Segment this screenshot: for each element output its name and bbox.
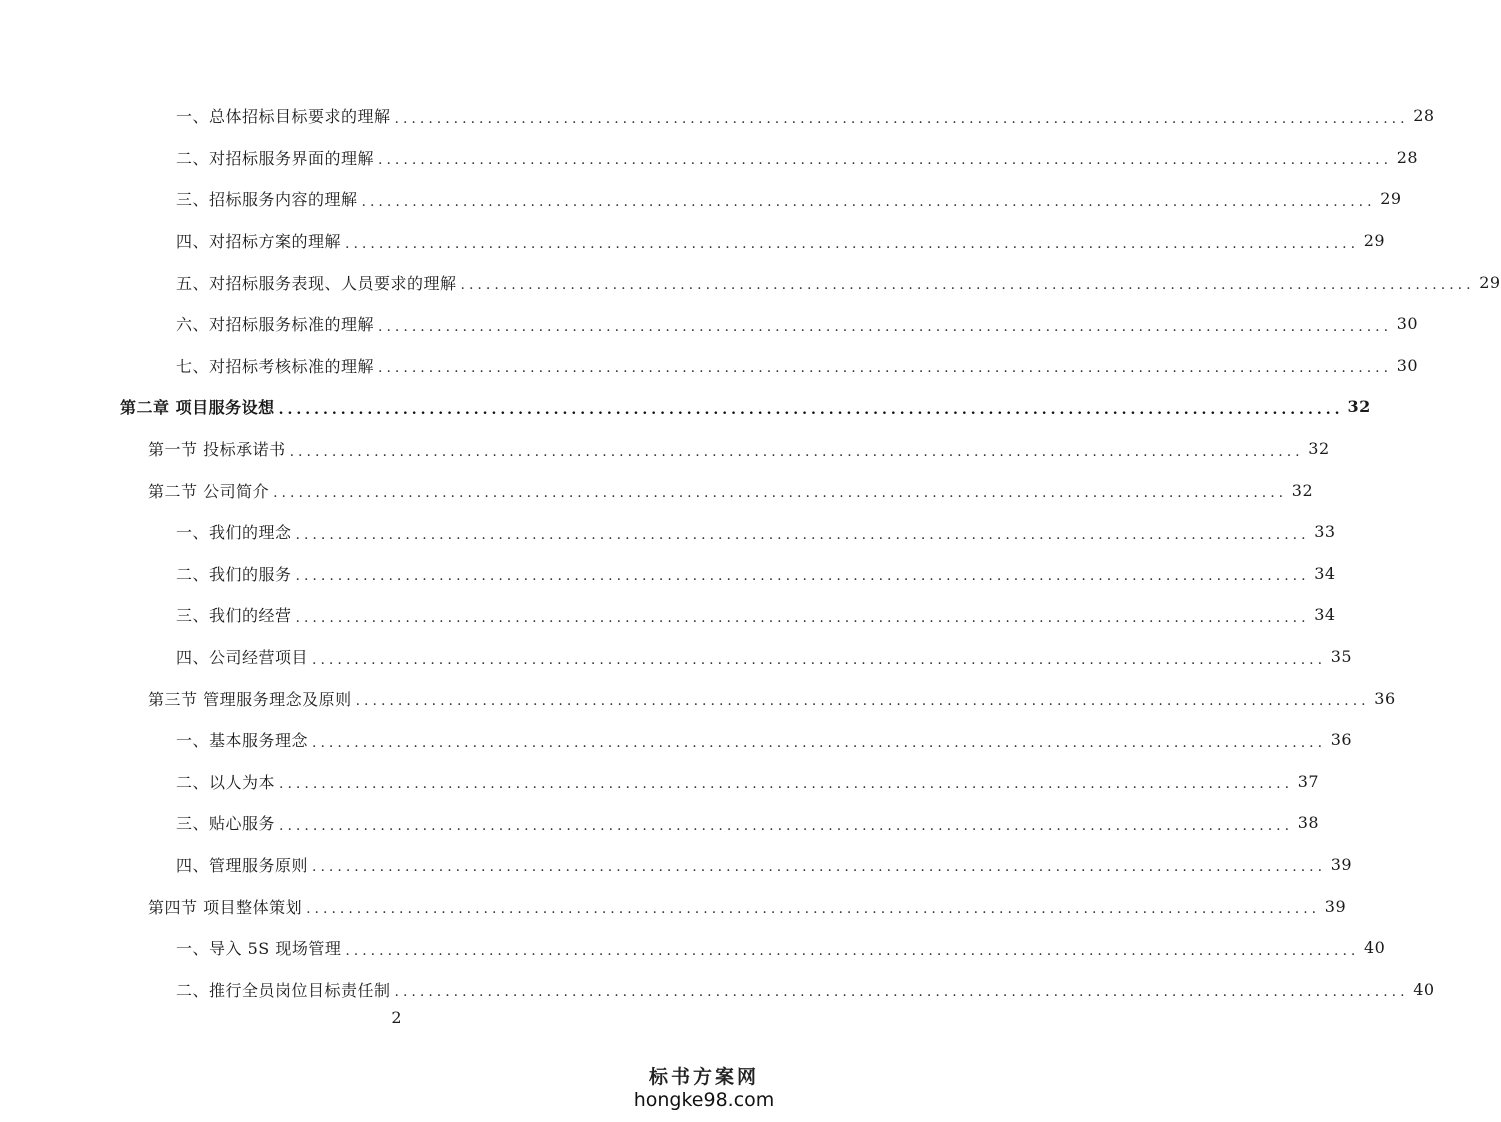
toc-entry[interactable] <box>0 885 1347 927</box>
toc-dot-leader: ........................................................................................................................ <box>378 152 1393 169</box>
toc-dot-leader: ........................................................................................................................ <box>312 651 1327 668</box>
toc-entry[interactable] <box>0 261 1501 303</box>
toc-entry-page: 36 <box>1330 730 1353 750</box>
toc-entry[interactable] <box>0 636 1353 678</box>
toc-entry-page: 37 <box>1297 771 1320 791</box>
toc-entry-title: 二、以人为本 <box>176 772 276 792</box>
toc-entry-title: 一、基本服务理念 <box>176 731 309 751</box>
toc-dot-leader: ........................................................................................................................ <box>295 609 1310 626</box>
toc-dot-leader: ........................................................................................................................ <box>361 193 1376 210</box>
toc-entry-title: 三、招标服务内容的理解 <box>176 190 358 210</box>
toc-dot-leader: ........................................................................................................................ <box>378 360 1393 377</box>
toc-entry-title: 二、我们的服务 <box>176 564 292 584</box>
toc-entry[interactable] <box>0 469 1314 511</box>
toc-entry-title: 三、贴心服务 <box>176 814 276 834</box>
toc-dot-leader: ........................................................................................................................ <box>345 942 1360 959</box>
toc-entry-title: 第二节 公司简介 <box>148 481 270 501</box>
toc-dot-leader: ........................................................................................................................ <box>295 568 1310 585</box>
toc-entry-title: 一、导入 5S 现场管理 <box>176 939 342 959</box>
toc-entry-title: 第一节 投标承诺书 <box>148 440 286 460</box>
toc-entry[interactable] <box>0 428 1330 470</box>
toc-dot-leader: ........................................................................................................................ <box>279 817 1294 834</box>
toc-dot-leader: ........................................................................................................................ <box>378 318 1393 335</box>
toc-dot-leader: ........................................................................................................................ <box>289 443 1304 460</box>
toc-dot-leader: ........................................................................................................................ <box>278 401 1344 418</box>
toc-entry[interactable] <box>0 802 1320 844</box>
toc-entry[interactable] <box>0 844 1353 886</box>
toc-entry[interactable] <box>0 220 1386 262</box>
toc-entry-page: 36 <box>1374 688 1396 708</box>
toc-entry-page: 40 <box>1413 979 1435 999</box>
watermark-url: hongke98.com <box>633 1089 775 1111</box>
toc-entry-page: 28 <box>1396 147 1419 167</box>
toc-dot-leader: ........................................................................................................................ <box>345 235 1360 252</box>
toc-entry-title: 第二章 项目服务设想 <box>120 398 275 418</box>
toc-entry-title: 二、对招标服务界面的理解 <box>176 148 375 168</box>
toc-entry[interactable] <box>0 303 1419 345</box>
toc-entry[interactable] <box>0 178 1402 220</box>
toc-entry-title: 第三节 管理服务理念及原则 <box>148 689 352 709</box>
toc-entry-page: 33 <box>1314 522 1336 542</box>
toc-dot-leader: ........................................................................................................................ <box>460 277 1475 294</box>
toc-entry-title: 四、管理服务原则 <box>176 855 309 875</box>
toc-entry[interactable] <box>0 137 1419 179</box>
toc-entry[interactable] <box>0 553 1336 595</box>
toc-entry-page: 39 <box>1324 896 1347 916</box>
watermark-logo <box>629 1066 779 1112</box>
toc-entry-page: 32 <box>1308 439 1330 459</box>
toc-entry-title: 三、我们的经营 <box>176 606 292 626</box>
toc-entry-title: 一、我们的理念 <box>176 523 292 543</box>
toc-entry-title: 四、公司经营项目 <box>176 648 309 668</box>
toc-entry-page: 30 <box>1396 314 1419 334</box>
toc-dot-leader: ........................................................................................................................ <box>273 485 1288 502</box>
toc-entry-title: 一、总体招标目标要求的理解 <box>176 107 391 127</box>
toc-entry-page: 38 <box>1297 813 1320 833</box>
toc-entry-page: 35 <box>1330 647 1353 667</box>
toc-entry[interactable] <box>0 968 1435 1010</box>
toc-entry-title: 四、对招标方案的理解 <box>176 232 342 252</box>
toc-dot-leader: ........................................................................................................................ <box>279 776 1294 793</box>
toc-entry[interactable] <box>0 386 1371 428</box>
toc-entry-page: 40 <box>1364 938 1386 958</box>
toc-entry-page: 34 <box>1314 605 1336 625</box>
table-of-contents <box>0 95 1501 1010</box>
toc-entry-title: 七、对招标考核标准的理解 <box>176 356 375 376</box>
toc-entry-page: 28 <box>1413 106 1435 126</box>
toc-dot-leader: ........................................................................................................................ <box>295 526 1310 543</box>
toc-entry[interactable] <box>0 345 1419 387</box>
toc-dot-leader: ........................................................................................................................ <box>355 693 1370 710</box>
toc-entry[interactable] <box>0 927 1386 969</box>
toc-entry-page: 29 <box>1363 231 1386 251</box>
toc-entry-title: 六、对招标服务标准的理解 <box>176 315 375 335</box>
toc-entry-title: 五、对招标服务表现、人员要求的理解 <box>176 273 457 293</box>
toc-entry[interactable] <box>0 677 1396 719</box>
toc-entry-page: 32 <box>1291 480 1314 500</box>
toc-entry[interactable] <box>0 761 1320 803</box>
toc-entry-title: 二、推行全员岗位目标责任制 <box>176 980 391 1000</box>
toc-entry-title: 第四节 项目整体策划 <box>148 897 303 917</box>
toc-entry[interactable] <box>0 719 1353 761</box>
toc-entry-page: 34 <box>1314 563 1336 583</box>
watermark-title: 标书方案网 <box>648 1066 759 1088</box>
toc-dot-leader: ........................................................................................................................ <box>312 734 1327 751</box>
toc-dot-leader: ........................................................................................................................ <box>394 110 1409 127</box>
toc-dot-leader: ........................................................................................................................ <box>312 859 1327 876</box>
toc-entry[interactable] <box>0 95 1435 137</box>
toc-entry-page: 29 <box>1380 189 1402 209</box>
toc-entry-page: 29 <box>1479 272 1501 292</box>
toc-entry-page: 30 <box>1396 355 1419 375</box>
page-number: 2 <box>391 1008 402 1027</box>
toc-entry-page: 32 <box>1347 397 1371 417</box>
toc-entry-page: 39 <box>1330 854 1353 874</box>
toc-dot-leader: ........................................................................................................................ <box>394 984 1409 1001</box>
toc-entry[interactable] <box>0 594 1336 636</box>
toc-dot-leader: ........................................................................................................................ <box>306 901 1321 918</box>
toc-entry[interactable] <box>0 511 1336 553</box>
